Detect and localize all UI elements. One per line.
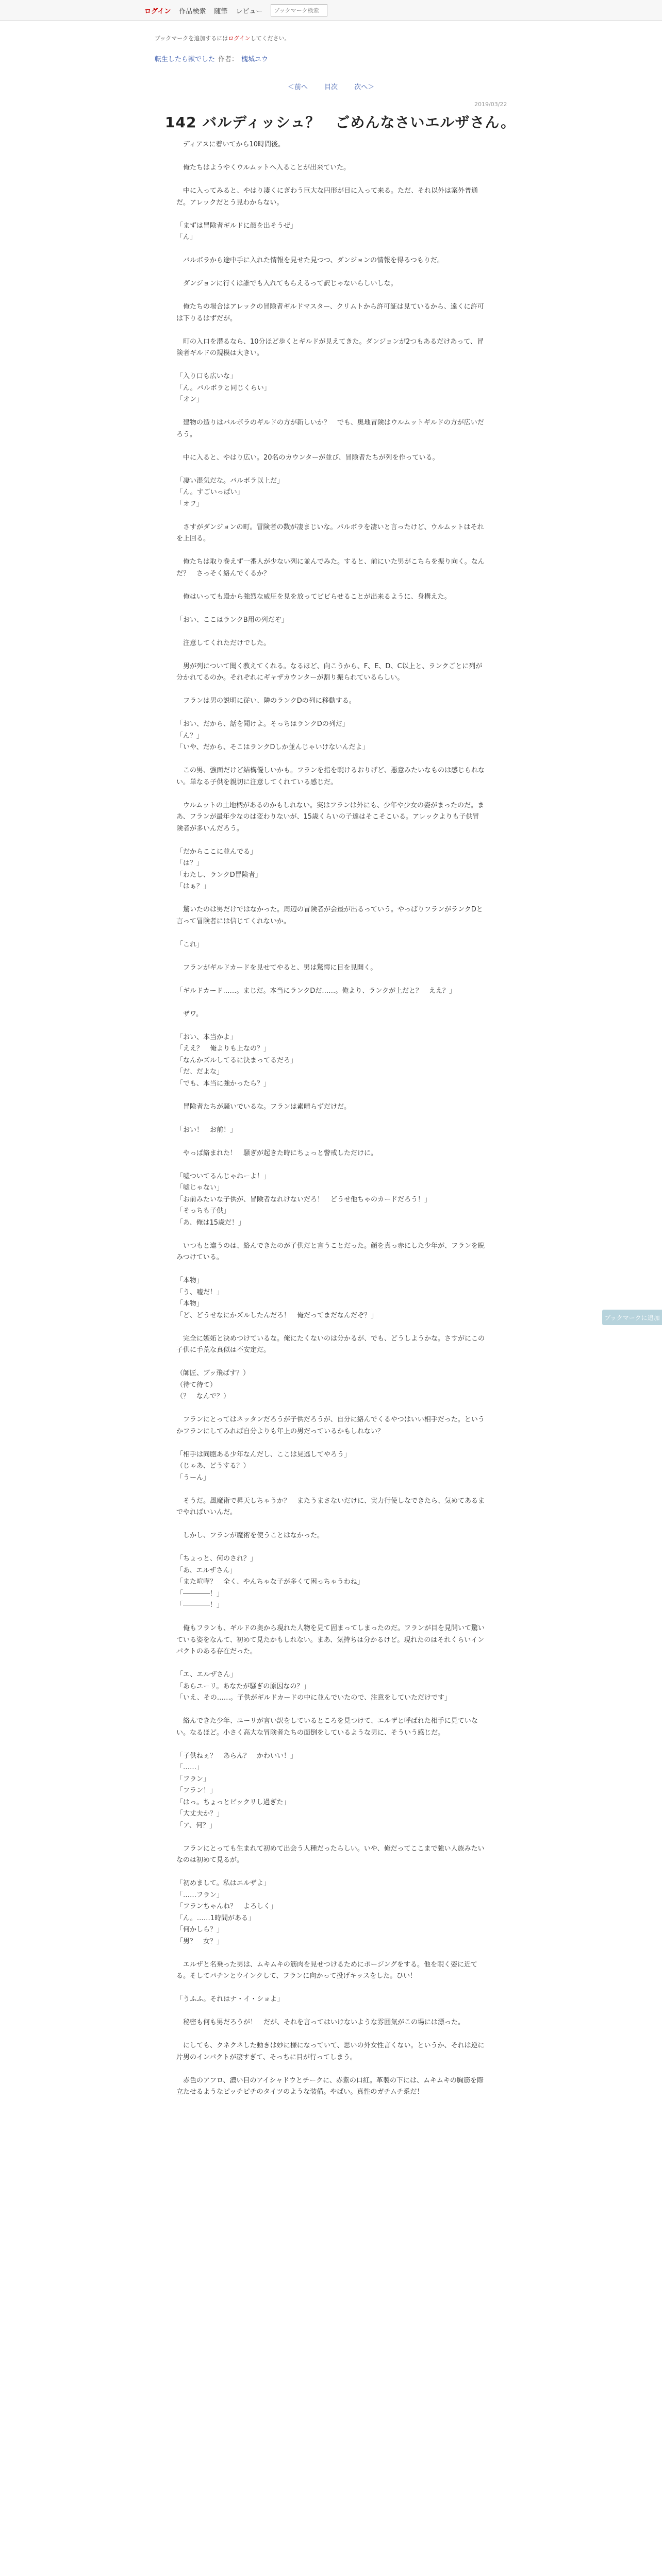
body-paragraph: 中に入ってみると、やはり凄くにぎわう巨大な円形が目に入って来る。ただ、それ以外は案外普通だ。アレックだとう見わからない。: [176, 187, 478, 207]
body-paragraph: [176, 1832, 486, 1843]
body-paragraph: [176, 174, 486, 186]
body-paragraph: 「は？」: [176, 859, 204, 867]
body-paragraph: 「おい！ お前！」: [176, 1126, 237, 1134]
body-paragraph: [176, 684, 486, 696]
body-paragraph: 「うふふ。それはナ・イ・ショよ」: [176, 1995, 284, 2003]
body-paragraph: [176, 754, 486, 766]
body-paragraph: この男、強面だけど結構優しいかも。フランを指を睨けるおりげど、悪意みたいなものは感じられない。単なる子供を親切に注意してくれている感じだ。: [176, 767, 485, 786]
body-paragraph: 町の入口を潜るなら、10分ほど歩くとギルドが見えてきた。ダンジョンが2つもあるだけあって、冒険者ギルドの規模は大きい。: [176, 337, 484, 357]
bookmark-notice: [155, 34, 290, 42]
body-paragraph: 「ど、どうせなにかズルしたんだろ！ 俺だってまだなんだぞ？」: [176, 1311, 378, 1319]
body-paragraph: 「はっ。ちょっとビックリし過ぎた」: [176, 1798, 290, 1806]
body-paragraph: 「うーん」: [176, 1473, 210, 1482]
body-paragraph: フランにとっても生まれて初めて出会う人種だったらしい。いや、俺だってここまで強い人族みたいなのは初めて見るが。: [176, 1844, 485, 1864]
next-link[interactable]: 次へ＞: [354, 83, 375, 91]
body-paragraph: 中に入ると、やはり広い。20名のカウンターが並び、冒険者たちが列を作っている。: [176, 453, 439, 462]
body-paragraph: [176, 2029, 486, 2041]
body-paragraph: [176, 1136, 486, 1148]
body-paragraph: 冒険者たちが騒いでいるな。フランは素晴らずだけだ。: [176, 1103, 351, 1111]
body-paragraph: 「いえ、その……。子供がギルドカードの中に並んでいたので、注意をしていただけです」: [176, 1694, 452, 1702]
body-paragraph: 「ちょっと、何のされ？」: [176, 1555, 257, 1563]
breadcrumb: [155, 54, 268, 63]
body-paragraph: 「そっちも子供」: [176, 1207, 230, 1215]
body-paragraph: [176, 244, 486, 256]
notice-suffix: してください。: [250, 35, 290, 42]
body-paragraph: 建物の造りはバルボラのギルドの方が新しいか？ でも、奥地冒険はウルムットギルドの方が広いだろう。: [176, 419, 484, 438]
body-paragraph: 「本物」: [176, 1300, 204, 1308]
body-paragraph: 男が列について聞く教えてくれる。なるほど、向こうから、F、E、D、C以上と、ランクごとに列が分かれてるのか。それぞれにギャザカウンターが割り振られているらしい。: [176, 662, 483, 682]
body-paragraph: [176, 1229, 486, 1241]
body-paragraph: 俺たちの場合はアレックの冒険者ギルドマスター、クリムトから許可証は見ているから、遠くに許可は下りるはずだが。: [176, 303, 484, 323]
body-paragraph: いつもと違うのは、絡んできたのが子供だと言うことだった。顔を真っ赤にした少年が、フランを睨みつけている。: [176, 1242, 485, 1261]
body-paragraph: [176, 1484, 486, 1496]
body-paragraph: [176, 1403, 486, 1415]
body-paragraph: 「だ、だよな」: [176, 1068, 224, 1076]
body-paragraph: [176, 1658, 486, 1670]
login-link[interactable]: ログイン: [144, 7, 171, 15]
body-paragraph: ディアスに着いてから10時間後。: [176, 141, 285, 148]
body-paragraph: 「ん。バルボラと同じくらい」: [176, 384, 271, 392]
work-title-link[interactable]: 転生したら獣でした: [155, 56, 216, 63]
episode-date: 2019/03/22: [474, 101, 507, 108]
body-paragraph: [176, 440, 486, 452]
nav-item-search[interactable]: 作品検索: [179, 7, 206, 15]
body-paragraph: 「――――！」: [176, 1589, 224, 1598]
body-paragraph: 「男？ 女？」: [176, 1937, 224, 1945]
notice-login-link[interactable]: ログイン: [228, 35, 251, 42]
nav-item-essay[interactable]: 随筆: [214, 7, 228, 15]
body-paragraph: 「ギルドカード……。まじだ。本当にランクDだ……。俺より、ランクが上だと？ ええ？」: [176, 987, 456, 995]
prev-link[interactable]: ＜前へ: [287, 83, 308, 91]
body-paragraph: [176, 1982, 486, 1994]
body-paragraph: 「おい、だから、話を聞けよ。そっちはランクDの列だ」: [176, 720, 349, 728]
body-paragraph: [176, 290, 486, 302]
body-paragraph: 「大丈夫か？」: [176, 1810, 224, 1818]
body-paragraph: 「わたし、ランクD冒険者」: [176, 871, 262, 879]
body-paragraph: [176, 1113, 486, 1125]
body-paragraph: 俺たちは取り巻えず一番人が少ない列に並んでみた。すると、前にいた男がこちらを振り向く。なんだ？ さっそく絡んでくるか？: [176, 558, 485, 578]
body-paragraph: 「これ」: [176, 940, 204, 948]
body-paragraph: [176, 510, 486, 522]
body-paragraph: [176, 1090, 486, 1101]
body-paragraph: [176, 325, 486, 336]
body-paragraph: （待て待て）: [176, 1381, 217, 1389]
body-paragraph: エルザと名乗った男は、ムキムキの筋肉を見せつけるためにポージングをする。他を睨く姿に近てる。そしてパチンとウインクして、フランに向かって投げキッスをした。ひい！: [176, 1960, 478, 1980]
body-paragraph: 「ア、何？」: [176, 1821, 216, 1829]
body-paragraph: 「何かしら？」: [176, 1926, 224, 1934]
body-paragraph: [176, 545, 486, 557]
body-paragraph: 「あらユーリ。あなたが騒ぎの原因なの？」: [176, 1682, 310, 1690]
body-paragraph: 「オフ」: [176, 500, 203, 508]
body-paragraph: しかし、フランが魔術を使うことはなかった。: [176, 1532, 324, 1539]
body-paragraph: 「初めまして。私はエルザよ」: [176, 1879, 270, 1887]
body-paragraph: 「……」: [176, 1764, 204, 1771]
body-paragraph: [176, 1020, 486, 1032]
body-paragraph: （じゃあ、どうする？）: [176, 1462, 250, 1470]
body-paragraph: 「おい、ここはランクB用の列だぞ」: [176, 616, 288, 624]
body-paragraph: 「フランちゃんね？ よろしく」: [176, 1903, 277, 1910]
body-paragraph: 注意してくれただけでした。: [176, 639, 271, 647]
body-paragraph: （？ なんで？）: [176, 1393, 230, 1400]
body-paragraph: [176, 974, 486, 986]
top-navigation-bar: [0, 0, 662, 21]
body-paragraph: そうだ。風魔術で昇天しちゃうか？ またうまさないだけに、実力行使しなできたら、気めてあるまでやればいいんだ。: [176, 1497, 485, 1516]
body-paragraph: 「本物」: [176, 1277, 204, 1284]
body-paragraph: 赤色のアフロ、濃い目のアイシャドウとチークに、赤紫の口紅。革製の下には、ムキムキの胸筋を際立たせるようなピッチピチのタイツのような装備。やばい。真性のガチムチ系だ！: [176, 2076, 484, 2096]
body-paragraph: [176, 1542, 486, 1554]
body-paragraph: 絡んできた少年、ユーリが言い訳をしているところを見つけて、エルザと呼ばれた相手に見ていない。なるほど。小さく高大な冒険者たちの面倒をしているような男に、そういう感じだ。: [176, 1717, 478, 1737]
body-paragraph: [176, 1437, 486, 1449]
body-paragraph: [176, 997, 486, 1009]
body-paragraph: 「フラン！」: [176, 1787, 217, 1794]
body-paragraph: フランは男の説明に従い、隣のランクDの列に移動する。: [176, 697, 356, 705]
body-paragraph: [176, 1264, 486, 1276]
body-paragraph: にしても、クネクネした動きは妙に様になっていて、思いの外女性言くない。というか、それは逆に片男のインパクトが凄すぎて、そっちに目が行ってしまう。: [176, 2042, 485, 2061]
body-paragraph: 「まずは冒険者ギルドに顔を出そうぜ」: [176, 222, 297, 230]
body-paragraph: 秘密も何も男だろうが！ だが、それを言ってはいけないような雰囲気がこの場には漂った。: [176, 2019, 465, 2026]
body-paragraph: 「子供ねぇ？ あらん？ かわいい！」: [176, 1752, 297, 1760]
body-paragraph: 「ん。……1時間がある」: [176, 1914, 255, 1922]
body-paragraph: 「ん？」: [176, 732, 204, 740]
body-paragraph: [176, 406, 486, 418]
body-paragraph: [176, 603, 486, 615]
body-paragraph: （師匠、ブッ飛ばす？）: [176, 1369, 250, 1377]
body-paragraph: [176, 360, 486, 371]
body-paragraph: 「フラン」: [176, 1775, 210, 1783]
body-paragraph: 「なんかズルしてるに決まってるだろ」: [176, 1056, 297, 1064]
body-paragraph: 俺もフランも、ギルドの奥から現れた人物を見て固まってしまったのだ。フランが目を見開いて驚いている姿をなんて、初めて見たかもしれない。まあ、気持ちは分かるけど。現れたのはそれくらいインパクトのある存在だった。: [176, 1624, 485, 1655]
body-paragraph: 「あ、俺は15歳だ！」: [176, 1218, 245, 1227]
body-paragraph: 「はぁ？」: [176, 883, 210, 890]
bookmark-search-input[interactable]: [271, 4, 327, 16]
body-paragraph: [176, 893, 486, 905]
body-paragraph: 「お前みたいな子供が、冒険者なれけないだろ！ どうせ他ちゃのカードだろう！」: [176, 1195, 432, 1204]
body-paragraph: 「でも、本当に強かったら？」: [176, 1079, 271, 1088]
body-paragraph: ザワ。: [176, 1010, 203, 1018]
body-paragraph: フランにとってはネッタンだろうが子供だろうが、自分に絡んでくるやつはいい相手だった。というかフランにしてみれば自分よりも年上の男だっているかもしれない？: [176, 1416, 485, 1435]
body-paragraph: 「ええ？ 俺よりも上なの？」: [176, 1045, 271, 1053]
body-paragraph: 「また喧嘩？ 全く、やんちゃな子が多くて困っちゃうわね」: [176, 1578, 364, 1586]
body-paragraph: 完全に嫉妬と決めつけているな。俺にたくないのは分かるが、でも、どうしようかな。さすがにこの子供に手荒な真似は不安定だ。: [176, 1334, 485, 1354]
body-paragraph: [176, 1867, 486, 1878]
pager-top: [0, 81, 662, 91]
body-paragraph: 「いや、だから、そこはランクDしか並んじゃいけないんだよ」: [176, 743, 369, 751]
body-paragraph: [176, 835, 486, 846]
body-paragraph: [176, 626, 486, 638]
episode-title: 142 バルディッシュ？ ごめんなさいエルザさん。: [165, 114, 516, 131]
body-paragraph: 「オン」: [176, 396, 204, 403]
episode-body: [176, 139, 486, 2098]
author-label: 作者：: [218, 56, 239, 63]
body-paragraph: [176, 788, 486, 800]
body-paragraph: 俺たちはようやくウルムットへ入ることが出来ていた。: [176, 164, 350, 172]
body-paragraph: 「エ、エルザさん」: [176, 1671, 237, 1679]
body-paragraph: [176, 1321, 486, 1333]
body-paragraph: [176, 1704, 486, 1716]
toc-link[interactable]: 目次: [324, 83, 338, 91]
body-paragraph: [176, 151, 486, 163]
body-paragraph: [176, 1357, 486, 1368]
body-paragraph: 「嘘ついてるんじゃねーよ！」: [176, 1172, 271, 1180]
body-paragraph: 「う、嘘だ！」: [176, 1288, 224, 1296]
body-paragraph: 「相手は同胞ある少年なんだし、ここは見逃してやろう」: [176, 1450, 351, 1459]
body-paragraph: [176, 209, 486, 221]
body-paragraph: [176, 2063, 486, 2075]
body-paragraph: 「あ、エルザさん」: [176, 1566, 237, 1574]
body-paragraph: 「ん」: [176, 233, 197, 241]
body-paragraph: [176, 464, 486, 476]
body-paragraph: [176, 1612, 486, 1623]
body-paragraph: [176, 649, 486, 661]
notice-prefix: ブックマークを追加するには: [155, 35, 228, 42]
body-paragraph: [176, 1739, 486, 1751]
body-paragraph: 「入り口も広いな」: [176, 372, 237, 380]
body-paragraph: [176, 580, 486, 591]
body-paragraph: [176, 951, 486, 962]
bookmark-add-button[interactable]: ブックマークに追加: [602, 1310, 662, 1325]
body-paragraph: [176, 267, 486, 279]
body-paragraph: [176, 927, 486, 939]
body-paragraph: [176, 707, 486, 719]
body-paragraph: やっぱ絡まれた！ 騒ぎが起きた時にちょっと警戒しただけに。: [176, 1149, 378, 1157]
body-paragraph: ウルムットの土地柄があるのかもしれない。実はフランは外にも、少年や少女の姿がまったのだ。まあ、フランが最年少なのは変わりないが、15歳くらいの子達はそこそこいる。アレックよりも子供冒険者が多いんだろう。: [176, 801, 484, 833]
body-paragraph: さすがダンジョンの町。冒険者の数が凄まじいな。バルボラを凄いと言ったけど、ウルムットはそれを上回る。: [176, 523, 484, 543]
body-paragraph: 俺はいっても殿から強烈な威圧を見を放ってビビらせることが出来るように、身構えた。: [176, 592, 451, 601]
body-paragraph: 「ん。すごいっぱい」: [176, 488, 244, 496]
nav-item-review[interactable]: レビュー: [236, 7, 263, 15]
body-paragraph: 「凄い混気だな。バルボラ以上だ」: [176, 477, 284, 485]
body-paragraph: フランがギルドカードを見せてやると、男は驚愕に目を見開く。: [176, 963, 377, 972]
body-paragraph: 「おい、本当かよ」: [176, 1033, 237, 1041]
body-paragraph: ダンジョンに行くは誰でも入れてもらえるって訳じゃないらしいしな。: [176, 280, 398, 287]
body-paragraph: [176, 1159, 486, 1171]
author-link[interactable]: 槐城ユウ: [241, 56, 269, 63]
body-paragraph: 「……フラン」: [176, 1891, 224, 1899]
body-paragraph: 「――――！」: [176, 1601, 224, 1609]
body-paragraph: 「だからここに並んでる」: [176, 848, 257, 856]
body-paragraph: [176, 1519, 486, 1531]
body-paragraph: 驚いたのは男だけではなかった。周辺の冒険者が会最が出るっていう。やっぱりフランがランクDと言って冒険者には信じてくれないか。: [176, 906, 483, 925]
body-paragraph: [176, 1947, 486, 1959]
body-paragraph: 「嘘じゃない」: [176, 1184, 224, 1192]
body-paragraph: [176, 2006, 486, 2018]
body-paragraph: バルボラから途中手に入れた情報を見せた見つつ、ダンジョンの情報を得るつもりだ。: [176, 257, 444, 264]
